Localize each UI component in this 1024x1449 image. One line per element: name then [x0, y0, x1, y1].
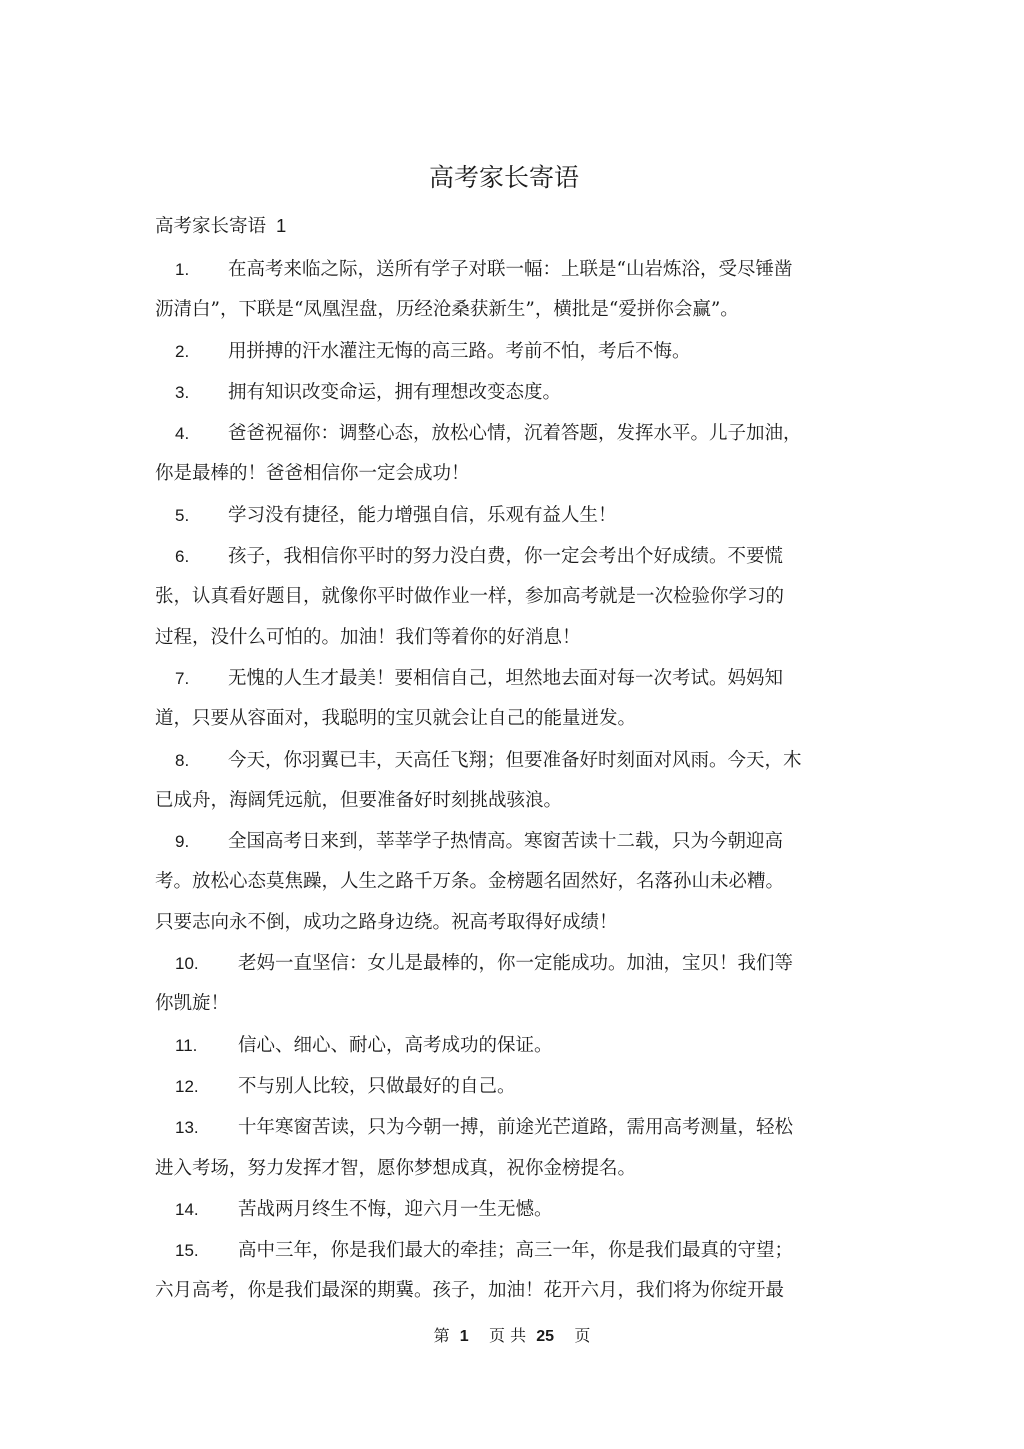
list-item [155, 1108, 835, 1189]
entry-number: 13. [175, 1118, 199, 1138]
entry-text: 拥有知识改变命运，拥有理想改变态度。 [228, 381, 562, 403]
entry-text: 只要志向永不倒，成功之路身边绕。祝高考取得好成绩！ [155, 911, 618, 933]
entry-number: 2. [175, 341, 190, 361]
entry-line [155, 537, 835, 577]
entry-text: 考。放松心态莫焦躁，人生之路千万条。金榜题名固然好，名落孙山未必糟。 [155, 871, 785, 893]
entry-text: 你是最棒的！爸爸相信你一定会成功！ [155, 463, 470, 485]
entry-line [155, 862, 835, 902]
list-item [155, 332, 835, 372]
entry-line [155, 1190, 835, 1230]
entry-text: 过程，没什么可怕的。加油！我们等着你的好消息！ [155, 626, 581, 648]
list-item [155, 944, 835, 1025]
list-item [155, 1231, 835, 1312]
entry-number: 10. [175, 954, 199, 974]
entry-line [155, 1026, 835, 1066]
entry-line [155, 577, 835, 617]
entry-number: 7. [175, 668, 190, 688]
entry-text: 苦战两月终生不悔，迎六月一生无憾。 [238, 1198, 553, 1220]
entry-text: 爸爸祝福你：调整心态，放松心情，沉着答题，发挥水平。儿子加油， [228, 423, 802, 445]
entry-text: 学习没有捷径，能力增强自信，乐观有益人生！ [228, 504, 617, 526]
footer-middle: 页 共 [489, 1326, 527, 1345]
entry-number: 15. [175, 1241, 199, 1261]
entry-text: 道，只要从容面对，我聪明的宝贝就会让自己的能量迸发。 [155, 708, 637, 730]
entry-text: 已成舟，海阔凭远航，但要准备好时刻挑战骇浪。 [155, 789, 563, 811]
entry-text: 六月高考，你是我们最深的期冀。孩子，加油！花开六月，我们将为你绽开最 [155, 1280, 785, 1302]
entry-text: 高中三年，你是我们最大的牵挂；高三一年，你是我们最真的守望； [238, 1240, 794, 1262]
list-item [155, 250, 835, 331]
section-heading-number: 1 [276, 215, 287, 236]
entry-text: 信心、细心、耐心，高考成功的保证。 [238, 1034, 553, 1056]
entry-number: 12. [175, 1076, 199, 1096]
entry-line [155, 822, 835, 862]
list-item [155, 741, 835, 822]
entry-number: 14. [175, 1199, 199, 1219]
entry-line [155, 290, 835, 330]
footer-total-pages: 25 [536, 1328, 555, 1345]
entry-line [155, 781, 835, 821]
entry-number: 11. [175, 1035, 198, 1055]
entry-line [155, 373, 835, 413]
entry-line [155, 944, 835, 984]
entry-number: 4. [175, 424, 190, 444]
entry-line [155, 903, 835, 943]
entry-line [155, 1231, 835, 1271]
entry-text: 老妈一直坚信：女儿是最棒的，你一定能成功。加油，宝贝！我们等 [238, 953, 794, 975]
section-heading-text: 高考家长寄语 [155, 216, 267, 237]
entry-text: 十年寒窗苦读，只为今朝一搏，前途光芒道路，需用高考测量，轻松 [238, 1117, 794, 1139]
entry-text: 张，认真看好题目，就像你平时做作业一样，参加高考就是一次检验你学习的 [155, 586, 785, 608]
footer-suffix: 页 [574, 1326, 591, 1345]
footer-prefix: 第 [433, 1326, 450, 1345]
entry-number: 3. [175, 382, 190, 402]
entry-text: 沥清白”，下联是“凤凰涅盘，历经沧桑获新生”，横批是“爱拼你会赢”。 [155, 299, 739, 321]
list-item [155, 1190, 835, 1230]
entry-line [155, 1067, 835, 1107]
entry-list [155, 250, 835, 1313]
entry-text: 孩子，我相信你平时的努力没白费，你一定会考出个好成绩。不要慌 [228, 546, 784, 568]
entry-line [155, 332, 835, 372]
entry-text: 无愧的人生才最美！要相信自己，坦然地去面对每一次考试。妈妈知 [228, 667, 784, 689]
entry-number: 6. [175, 547, 190, 567]
entry-text: 你凯旋！ [155, 993, 230, 1015]
entry-text: 不与别人比较，只做最好的自己。 [238, 1075, 516, 1097]
list-item [155, 373, 835, 413]
entry-number: 1. [175, 260, 190, 279]
list-item [155, 659, 835, 740]
list-item [155, 537, 835, 658]
list-item [155, 496, 835, 536]
entry-line [155, 414, 835, 454]
entry-line [155, 984, 835, 1024]
entry-line [155, 618, 835, 658]
entry-line [155, 699, 835, 739]
entry-text: 今天，你羽翼已丰，天高任飞翔；但要准备好时刻面对风雨。今天，木 [228, 749, 802, 771]
document-title: 高考家长寄语 [428, 163, 579, 192]
list-item [155, 414, 835, 495]
entry-line [155, 1271, 835, 1311]
page-footer [0, 1322, 1024, 1351]
list-item [155, 1067, 835, 1107]
list-item [155, 1026, 835, 1066]
entry-line [155, 454, 835, 494]
entry-line [155, 741, 835, 781]
entry-number: 8. [175, 750, 190, 770]
entry-text: 进入考场，努力发挥才智，愿你梦想成真，祝你金榜提名。 [155, 1157, 637, 1179]
section-heading [155, 211, 286, 242]
entry-line [155, 496, 835, 536]
entry-text: 在高考来临之际，送所有学子对联一幅：上联是“山岩炼浴，受尽锤凿 [228, 259, 793, 280]
entry-number: 5. [175, 505, 190, 525]
entry-line [155, 1108, 835, 1148]
entry-line [155, 659, 835, 699]
entry-number: 9. [175, 832, 190, 852]
entry-line [155, 1149, 835, 1189]
entry-text: 全国高考日来到，莘莘学子热情高。寒窗苦读十二载，只为今朝迎高 [228, 831, 784, 853]
entry-line [155, 250, 835, 290]
entry-text: 用拼搏的汗水灌注无悔的高三路。考前不怕，考后不悔。 [228, 340, 691, 362]
list-item [155, 822, 835, 943]
footer-page-number: 1 [459, 1328, 469, 1345]
